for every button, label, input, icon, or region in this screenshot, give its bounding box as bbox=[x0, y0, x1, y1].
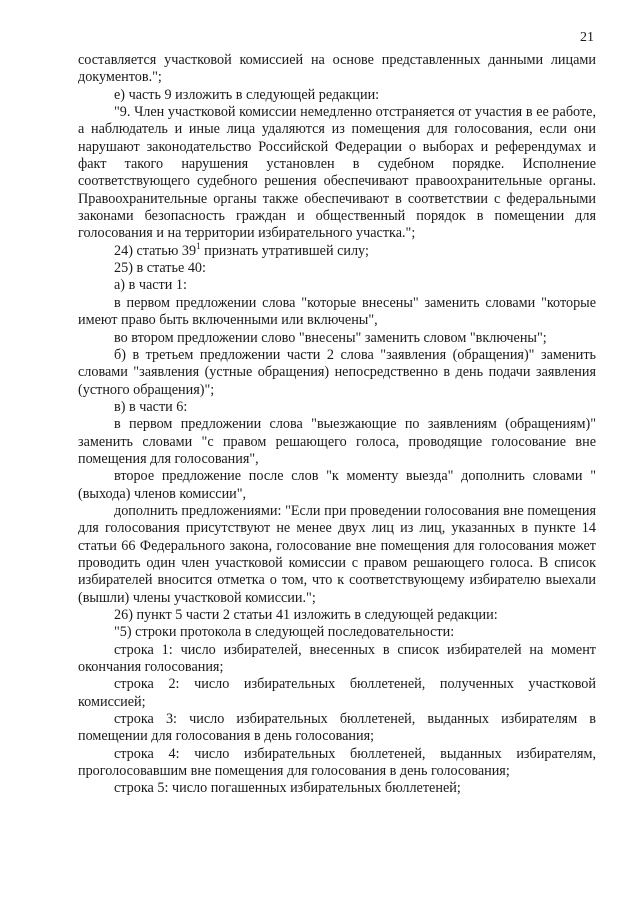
paragraph: а) в части 1: bbox=[114, 277, 187, 294]
paragraph: строка 2: число избирательных бюллетеней, полученных участковой комиссией; bbox=[78, 676, 596, 710]
paragraph bbox=[78, 240, 596, 260]
paragraph: 25) в статье 40: bbox=[114, 260, 206, 277]
paragraph: строка 5: число погашенных избирательных бюллетеней; bbox=[114, 780, 461, 797]
paragraph: второе предложение после слов "к моменту выезда" дополнить словами "(выхода) членов комиссии", bbox=[78, 468, 596, 502]
paragraph-text: 24) статью 39 bbox=[114, 242, 197, 259]
paragraph: строка 4: число избирательных бюллетеней, выданных избирателям, проголосовавшим вне помещения для голосования в день голосования; bbox=[78, 745, 596, 780]
paragraph: дополнить предложениями: "Если при проведении голосования вне помещения для голосования присутствуют не менее двух лиц из лиц, указанных в пункте 14 статьи 66 Федерального закона, голосование вне помещения для голосования может проводить один член участковой комиссии с правом решающего голоса. В список избирателей вносится отметка о том, что к соответствующему избирателю выехали (вышли) члены участковой комиссии."; bbox=[78, 502, 596, 606]
paragraph: 26) пункт 5 части 2 статьи 41 изложить в следующей редакции: bbox=[114, 607, 498, 623]
paragraph: во втором предложении слово "внесены" заменить словом "включены"; bbox=[114, 329, 547, 346]
paragraph: строка 1: число избирателей, внесенных в список избирателей на момент окончания голосования; bbox=[78, 641, 596, 676]
paragraph: "5) строки протокола в следующей последовательности: bbox=[114, 624, 455, 641]
page-number: 21 bbox=[580, 30, 594, 45]
paragraph: составляется участковой комиссией на основе представленных данными лицами документов."; bbox=[78, 52, 596, 86]
paragraph: "9. Член участковой комиссии немедленно отстраняется от участия в ее работе, а наблюдатель и иные лица удаляются из помещения для голосования, если они нарушают законодательство Российской Федерации о выборах и референдумах и факт такого нарушения установлен в судебном порядке. Исполнение соответствующего судебного решения обеспечивают правоохранительные органы. Правоохранительные органы также обеспечивают в соответствии с федеральными законами безопасность граждан и общественный порядок в помещении для голосования и на территории избирательного участка."; bbox=[78, 104, 596, 242]
document-body bbox=[78, 52, 596, 798]
paragraph: в первом предложении слова "выезжающие по заявлениям (обращениям)" заменить словами "с правом решающего голоса, проводящие голосование вне помещения для голосования", bbox=[78, 416, 596, 467]
paragraph-text: признать утратившей силу; bbox=[200, 242, 369, 259]
paragraph: в) в части 6: bbox=[114, 398, 188, 415]
superscript: 1 bbox=[196, 240, 201, 251]
paragraph: в первом предложении слова "которые внесены" заменить словами "которые имеют право быть включенными или включены", bbox=[78, 294, 596, 329]
paragraph: е) часть 9 изложить в следующей редакции: bbox=[114, 86, 380, 103]
paragraph: б) в третьем предложении части 2 слова "заявления (обращения)" заменить словами "заявления (устные обращения) непосредственно в день подачи заявления (устного обращения)"; bbox=[78, 346, 596, 398]
paragraph: строка 3: число избирательных бюллетеней, выданных избирателям в помещении для голосования в день голосования; bbox=[78, 711, 596, 745]
